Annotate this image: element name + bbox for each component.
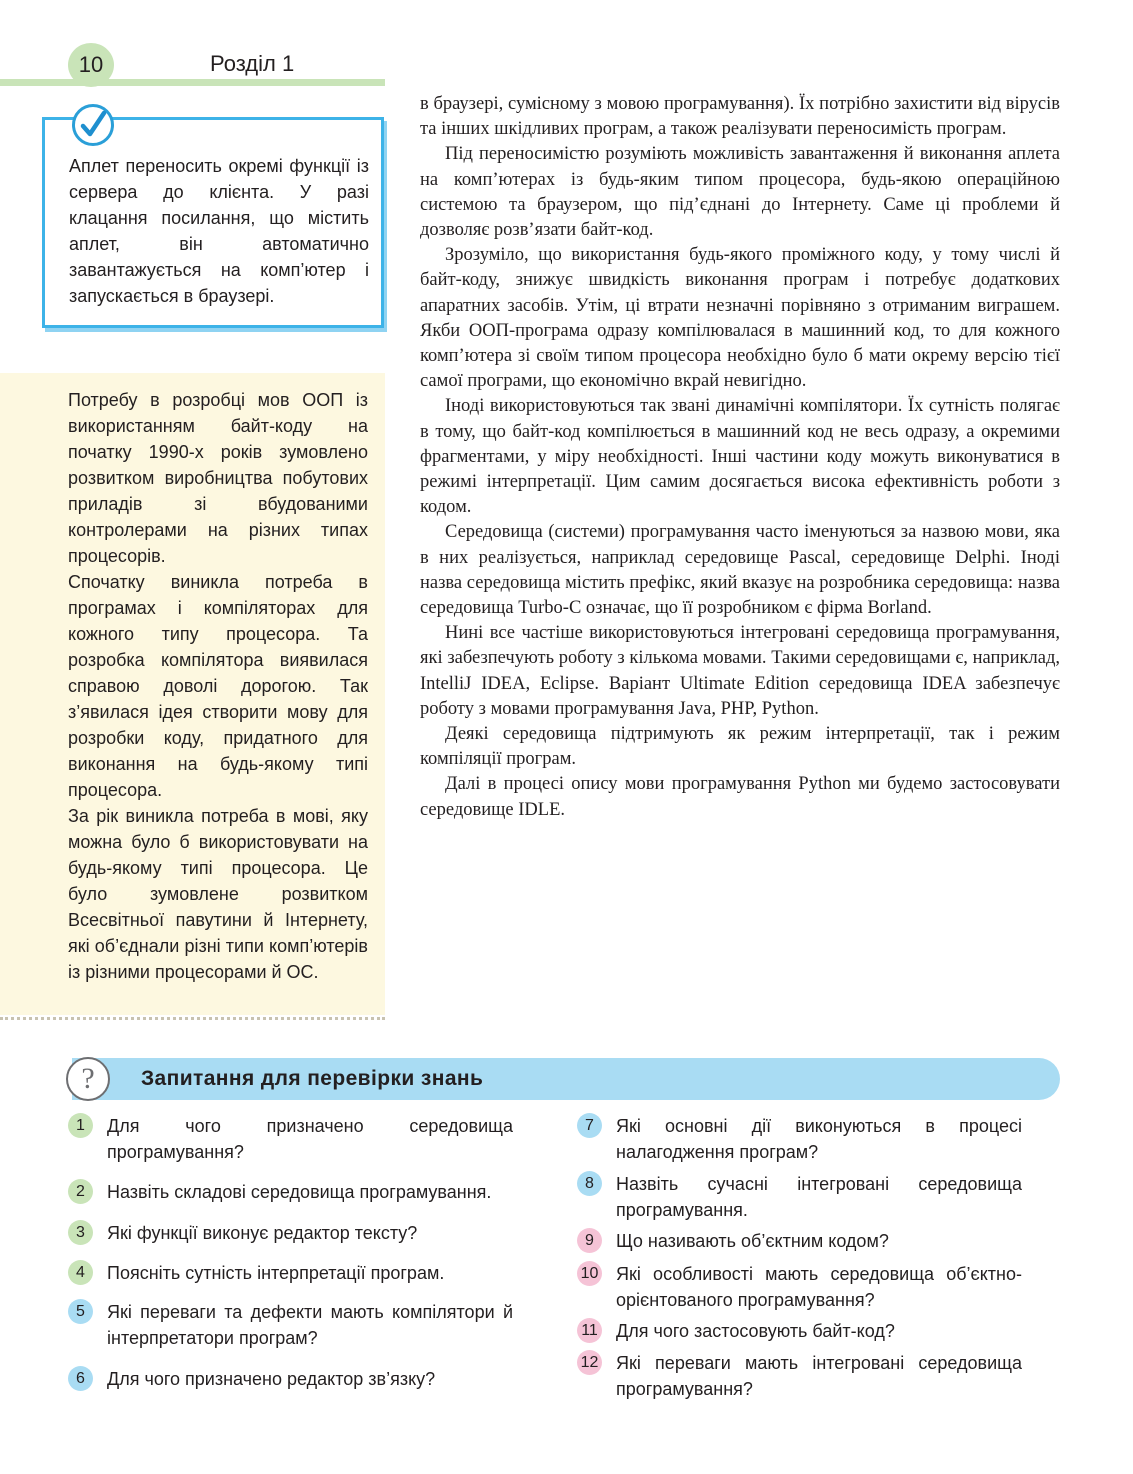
question-item (577, 1318, 1022, 1344)
main-paragraph: Нині все частіше використовуються інтегровані середовища програмування, які забезпечують роботу з кількома мовами. Такими середовищами є, наприклад, IntelliJ IDEA, Eclipse. Варіант Ultimate Edition середовища IDEA забезпечує роботу з мовами програмування Java, PHP, Python. (420, 623, 1060, 719)
question-item (68, 1220, 513, 1246)
main-paragraph: Деякі середовища підтримують як режим інтерпретації, так і режим компіляції програм. (420, 724, 1060, 770)
question-text: Що називають об’єктним кодом? (616, 1231, 889, 1251)
question-item (68, 1299, 513, 1351)
question-text: Які переваги мають інтегровані середовища програмування? (616, 1353, 1022, 1399)
sidebar-paragraph: Потребу в розробці мов ООП із використанням байт-коду на початку 1990-х років зумовлено розвитком виробництва побутових приладів зі вбудованими контролерами на різних типах процесорів. (68, 390, 368, 566)
question-item (577, 1350, 1022, 1402)
question-item (68, 1113, 513, 1165)
question-number: 5 (68, 1299, 93, 1324)
question-number: 11 (577, 1318, 602, 1343)
question-number: 1 (68, 1113, 93, 1138)
question-item (68, 1366, 513, 1392)
question-number: 7 (577, 1113, 602, 1138)
question-number: 4 (68, 1260, 93, 1285)
page-number: 10 (68, 43, 114, 87)
question-icon: ? (66, 1057, 110, 1101)
sidebar-text (68, 387, 368, 985)
main-paragraph: Під переносимістю розуміють можливість завантаження й виконання аплета на комп’ютерах із будь-яким типом процесора, будь-якою операційною системою та браузером, що під’єднані до Інтернету. Саме ці проблеми й дозволяє розв’язати байт-код. (420, 144, 1060, 241)
question-number: 8 (577, 1171, 602, 1196)
question-item (577, 1261, 1022, 1313)
main-paragraph: Зрозуміло, що використання будь-якого проміжного коду, у тому числі й байт-коду, знижує швидкість виконання програм і потребує додаткових апаратних засобів. Утім, ці втрати незначні порівняно з отриманим виграшем. Якби ООП-програма одразу компілювалася в машинний код, то для кожного комп’ютера зі своїм типом процесора необхідно було б мати окрему версію тієї самої програми, що економічно вкрай невигідно. (420, 245, 1060, 392)
sidebar-paragraph: За рік виникла потреба в мові, яку можна було б використовувати на будь-якому типі процесора. Це було зумовлене розвитком Всесвітньої павутини й Інтернету, які об’єднали різні типи комп’ютерів із різними процесорами й ОС. (68, 806, 368, 982)
question-item (577, 1171, 1022, 1223)
header-rule (0, 79, 385, 86)
question-text: Для чого призначено редактор зв’язку? (107, 1369, 436, 1389)
question-item (577, 1113, 1022, 1165)
question-text: Поясніть сутність інтерпретації програм. (107, 1263, 445, 1283)
main-paragraph: Середовища (системи) програмування часто іменуються за назвою мови, яка в них реалізується, наприклад середовище Pascal, середовище Delphi. Іноді назва середовища містить префікс, який вказує на розробника середовища: назва середовища Turbo-C означає, що її розробником є фірма Borland. (420, 522, 1060, 619)
checkmark-icon (72, 104, 114, 146)
question-item (68, 1179, 513, 1205)
question-text: Назвіть сучасні інтегровані середовища програмування. (616, 1174, 1022, 1220)
question-text: Для чого застосовують байт-код? (616, 1321, 895, 1341)
question-text: Які основні дії виконуються в процесі налагодження програм? (616, 1116, 1022, 1162)
question-text: Для чого призначено середовища програмування? (107, 1116, 513, 1162)
main-paragraph: в браузері, сумісному з мовою програмування). Їх потрібно захистити від вірусів та інших шкідливих програм, а також реалізувати переносимість програм. (420, 94, 1060, 140)
main-text (420, 92, 1060, 823)
question-text: Які переваги та дефекти мають компілятори й інтерпретатори програм? (107, 1302, 513, 1348)
question-number: 6 (68, 1366, 93, 1391)
question-text: Назвіть складові середовища програмування. (107, 1182, 492, 1202)
questions-title: Запитання для перевірки знань (141, 1067, 484, 1090)
sidebar-paragraph: Спочатку виникла потреба в програмах і компіляторах для кожного типу процесора. Та розробка компілятора виявилася справою доволі дорогою. Так з’явилася ідея створити мову для розробки коду, придатного для виконання на будь-якому типі процесора. (68, 572, 368, 800)
main-paragraph: Іноді використовуються так звані динамічні компілятори. Їх сутність полягає в тому, що байт-код компілюється в машинний код не весь одразу, а окремими фрагментами, у міру необхідності. Інші частини коду можуть виконуватися в режимі інтерпретації. Цим самим досягається висока ефективність роботи з кодом. (420, 396, 1060, 518)
question-text: Які особливості мають середовища об’єктно-орієнтованого програмування? (616, 1264, 1022, 1310)
question-number: 2 (68, 1179, 93, 1204)
question-number: 9 (577, 1228, 602, 1253)
question-number: 3 (68, 1220, 93, 1245)
question-text: Які функції виконує редактор тексту? (107, 1223, 418, 1243)
question-number: 12 (577, 1350, 602, 1375)
question-item (577, 1228, 1022, 1254)
question-number: 10 (577, 1261, 602, 1286)
main-paragraph: Далі в процесі опису мови програмування Python ми будемо застосовувати середовище IDLE. (420, 774, 1060, 820)
question-item (68, 1260, 513, 1286)
note-text: Аплет переносить окремі функції із сервера до клієнта. У разі клацання посилання, що містить аплет, він автоматично завантажується на комп’ютер і запускається в браузері. (69, 156, 369, 306)
dotted-divider (0, 1017, 385, 1020)
section-title: Розділ 1 (210, 51, 295, 76)
